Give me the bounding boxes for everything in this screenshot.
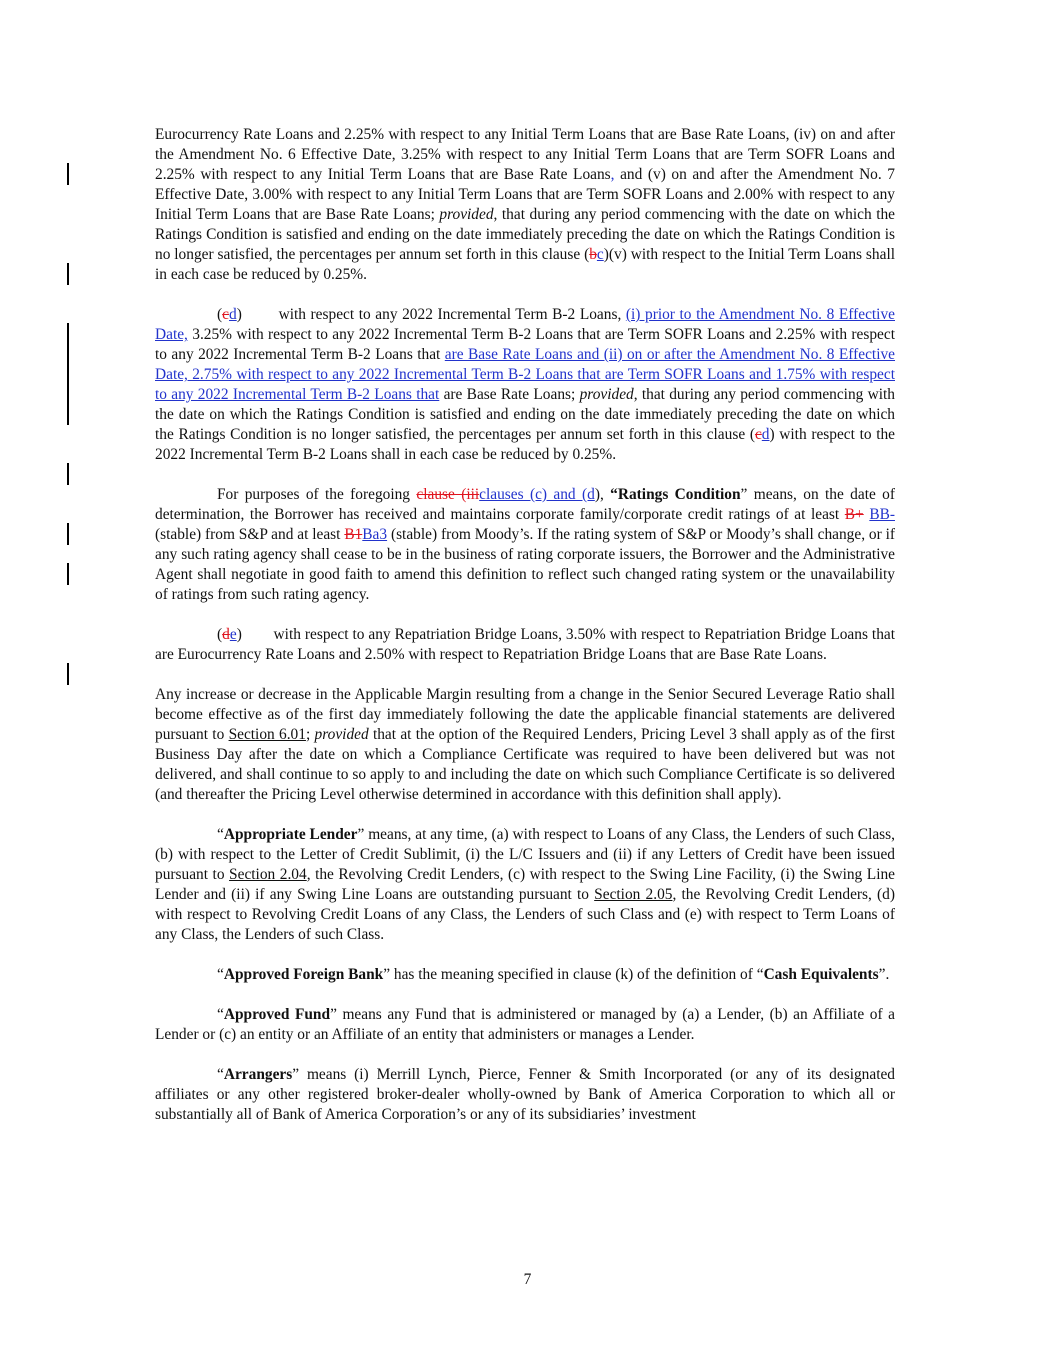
change-bar	[67, 523, 69, 545]
deleted-text: B1	[344, 526, 363, 543]
section-reference: Section 2.05	[594, 886, 673, 903]
change-bar	[67, 463, 69, 485]
deleted-text: B+	[844, 506, 864, 523]
paragraph-clause-e: (de) with respect to any Repatriation Bridge Loans, 3.50% with respect to Repatriation Bridge Loans that are Eurocurrency Rate Loans and 2.50% with respect to Repatriation Bridge Loans that are Base Rate Loans.	[155, 626, 895, 663]
defined-term-reference: Cash Equivalents	[763, 966, 879, 983]
provided-italic: provided	[579, 386, 634, 403]
defined-term: Appropriate Lender	[223, 826, 358, 843]
section-reference: Section 2.04	[229, 866, 307, 883]
document-body	[155, 125, 895, 1145]
deleted-text: d	[222, 626, 230, 643]
defined-term: Arrangers	[223, 1066, 293, 1083]
inserted-text: BB-	[869, 506, 895, 523]
inserted-text: clauses (c) and (d	[479, 486, 595, 503]
section-reference: Section 6.01	[228, 726, 306, 743]
change-bar	[67, 263, 69, 285]
definition-appropriate-lender: “Appropriate Lender” means, at any time, (a) with respect to Loans of any Class, the Lenders of such Class, (b) with respect to the Letter of Credit Sublimit, (i) the L/C Issuers and (ii) if any Letters of Credit have been issued pursuant to Section 2.04, the Revolving Credit Lenders, (c) with respect to the Swing Line Facility, (i) the Swing Line Lender and (ii) if any Swing Line Loans are outstanding pursuant to Section 2.05, the Revolving Credit Lenders, (d) with respect to Revolving Credit Loans of any Class, the Lenders of such Class and (e) with respect to Term Loans of any Class, the Lenders of such Class.	[155, 826, 896, 943]
paragraph-clause-d: (cd) with respect to any 2022 Incremental Term B-2 Loans, (i) prior to the Amendment No. 8 Effective Date, 3.25% with respect to any 2022 Incremental Term B-2 Loans that are Term SOFR Loans and 2.25% with respect to any 2022 Incremental Term B-2 Loans that are Base Rate Loans and (ii) on or after the Amendment No. 8 Effective Date, 2.75% with respect to any 2022 Incremental Term B-2 Loans that are Term SOFR Loans and 1.75% with respect to any 2022 Incremental Term B-2 Loans that are Base Rate Loans; provided, that during any period commencing with the date on which the Ratings Condition is satisfied and ending on the date immediately preceding the date on which the Ratings Condition is no longer satisfied, the percentages per annum set forth in this clause (cd) with respect to the 2022 Incremental Term B-2 Loans shall in each case be reduced by 0.25%.	[155, 306, 896, 463]
definition-arrangers: “Arrangers” means (i) Merrill Lynch, Pierce, Fenner & Smith Incorporated (or any of its designated affiliates or any other registered broker-dealer wholly-owned by Bank of America Corporation to which all or substantially all of Bank of America Corporation’s or any of its subsidiaries’ investment	[155, 1066, 895, 1123]
defined-term: “Ratings Condition	[610, 486, 741, 503]
deleted-text: c	[754, 426, 762, 443]
inserted-text: are Base Rate Loans and (ii) on or after the Amendment No. 8 Effective Date, 2.75% with respect to any 2022 Incremental Term B-2 Loans that are Term SOFR Loans and 1.75% with respect to any 2022 Incremental Term B-2 Loans that	[155, 346, 896, 403]
deleted-text: c	[222, 306, 229, 323]
defined-term: Approved Fund	[223, 1006, 331, 1023]
change-bar	[67, 663, 69, 685]
page-number: 7	[523, 1271, 532, 1288]
inserted-text: e	[229, 626, 237, 643]
change-bar	[67, 163, 69, 185]
inserted-text: ,	[610, 166, 615, 183]
change-bar	[67, 563, 69, 585]
defined-term: Approved Foreign Bank	[223, 966, 384, 983]
inserted-text: c	[596, 246, 604, 263]
definition-approved-fund: “Approved Fund” means any Fund that is administered or managed by (a) a Lender, (b) an Affiliate of a Lender or (c) an entity or an Affiliate of an entity that administers or manages a Lender.	[155, 1006, 895, 1043]
provided-italic: provided	[314, 726, 369, 743]
change-bar	[67, 323, 69, 425]
deleted-text: clause (iii	[416, 486, 480, 503]
provided-italic: provided	[439, 206, 494, 223]
definition-approved-foreign-bank: “Approved Foreign Bank” has the meaning specified in clause (k) of the definition of “Cash Equivalents”.	[217, 966, 890, 983]
inserted-text: Ba3	[362, 526, 388, 543]
paragraph-ratings-condition: For purposes of the foregoing clause (iiiclauses (c) and (d), “Ratings Condition” means, on the date of determination, the Borrower has received and maintains corporate family/corporate credit ratings of at least B+ BB- (stable) from S&P and at least B1Ba3 (stable) from Moody’s. If the rating system of S&P or Moody’s shall change, or if any such rating agency shall cease to be in the business of rating corporate issuers, the Borrower and the Administrative Agent shall negotiate in good faith to amend this definition to reflect such changed rating system or the unavailability of ratings from such rating agency.	[155, 486, 895, 603]
paragraph-applicable-margin-change: Any increase or decrease in the Applicable Margin resulting from a change in the Senior Secured Leverage Ratio shall become effective as of the first day immediately following the date the applicable financial statements are delivered pursuant to Section 6.01; provided that at the option of the Required Lenders, Pricing Level 3 shall apply as of the first Business Day after the date on which a Compliance Certificate was required to have been delivered but was not delivered, and shall continue to so apply to and including the date on which such Compliance Certificate is so delivered (and thereafter the Pricing Level otherwise determined in accordance with this definition shall apply).	[155, 686, 896, 803]
paragraph-applicable-margin-initial-term: Eurocurrency Rate Loans and 2.25% with respect to any Initial Term Loans that are Base Rate Loans, (iv) on and after the Amendment No. 6 Effective Date, 3.25% with respect to any Initial Term Loans that are Term SOFR Loans and 2.25% with respect to any Initial Term Loans that are Base Rate Loans, and (v) on and after the Amendment No. 7 Effective Date, 3.00% with respect to any Initial Term Loans that are Term SOFR Loans and 2.00% with respect to any Initial Term Loans that are Base Rate Loans; provided, that during any period commencing with the date on which the Ratings Condition is satisfied and ending on the date immediately preceding the date on which the Ratings Condition is no longer satisfied, the percentages per annum set forth in this clause (bc)(v) with respect to the Initial Term Loans shall in each case be reduced by 0.25%.	[155, 126, 896, 283]
deleted-text: b	[589, 246, 597, 263]
inserted-text: (i) prior to the Amendment No. 8 Effective Date,	[155, 306, 895, 343]
inserted-text: d	[228, 306, 237, 323]
inserted-text: d	[761, 426, 770, 443]
